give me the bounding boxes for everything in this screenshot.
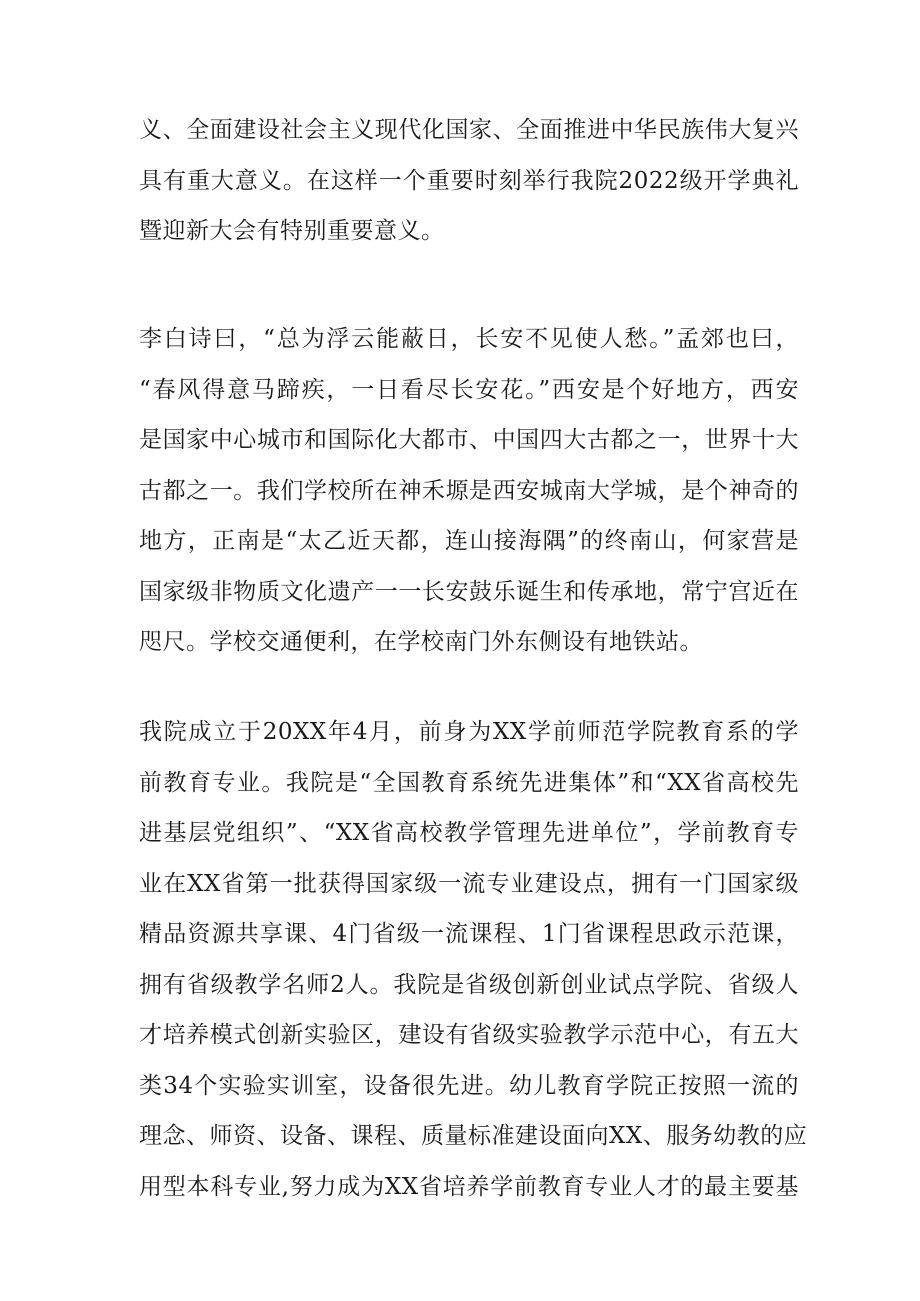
paragraph-xian bbox=[139, 314, 799, 668]
text-line: 类34个实验实训室，设备很先进。幼儿教育学院正按照一流的 bbox=[139, 1072, 799, 1099]
text-line: 李白诗曰，“总为浮云能蔽日，长安不见使人愁。”孟郊也曰， bbox=[139, 326, 799, 352]
text-line: 前教育专业。我院是“全国教育系统先进集体”和“XX省高校先 bbox=[139, 769, 799, 796]
text-line: 进基层党组织”、“XX省高校教学管理先进单位”，学前教育专 bbox=[139, 820, 799, 846]
text-line: 才培养模式创新实验区，建设有省级实验教学示范中心，有五大 bbox=[139, 1022, 799, 1048]
text-line: 地方，正南是“太乙近天都，连山接海隅”的终南山，何家营是 bbox=[139, 528, 799, 554]
text-line: 我院成立于20XX年4月，前身为XX学前师范学院教育系的学 bbox=[139, 719, 799, 745]
text-line: 义、全面建设社会主义现代化国家、全面推进中华民族伟大复兴 bbox=[139, 117, 799, 143]
text-line: 是国家中心城市和国际化大都市、中国四大古都之一，世界十大 bbox=[139, 427, 799, 453]
paragraph-significance bbox=[139, 105, 799, 257]
text-line: 暨迎新大会有特别重要意义。 bbox=[139, 218, 445, 244]
text-line: 国家级非物质文化遗产一一长安鼓乐诞生和传承地，常宁宫近在 bbox=[139, 578, 799, 605]
text-line: 咫尺。学校交通便利，在学校南门外东侧设有地铁站。 bbox=[139, 629, 703, 655]
text-line: 理念、师资、设备、课程、质量标准建设面向XX、服务幼教的应 bbox=[139, 1123, 808, 1149]
text-line: 古都之一。我们学校所在神禾塬是西安城南大学城，是个神奇的 bbox=[139, 477, 799, 504]
text-line: “春风得意马蹄疾，一日看尽长安花。”西安是个好地方，西安 bbox=[139, 376, 799, 403]
text-line: 精品资源共享课、4门省级一流课程、1门省课程思政示范课， bbox=[139, 921, 799, 947]
text-line: 拥有省级教学名师2人。我院是省级创新创业试点学院、省级人 bbox=[139, 971, 799, 998]
paragraph-college-history bbox=[139, 707, 808, 1212]
text-line: 具有重大意义。在这样一个重要时刻举行我院2022级开学典礼 bbox=[139, 167, 799, 194]
text-line: 业在XX省第一批获得国家级一流专业建设点，拥有一门国家级 bbox=[139, 870, 799, 897]
text-line: 用型本科专业,努力成为XX省培养学前教育专业人才的最主要基 bbox=[139, 1173, 799, 1200]
